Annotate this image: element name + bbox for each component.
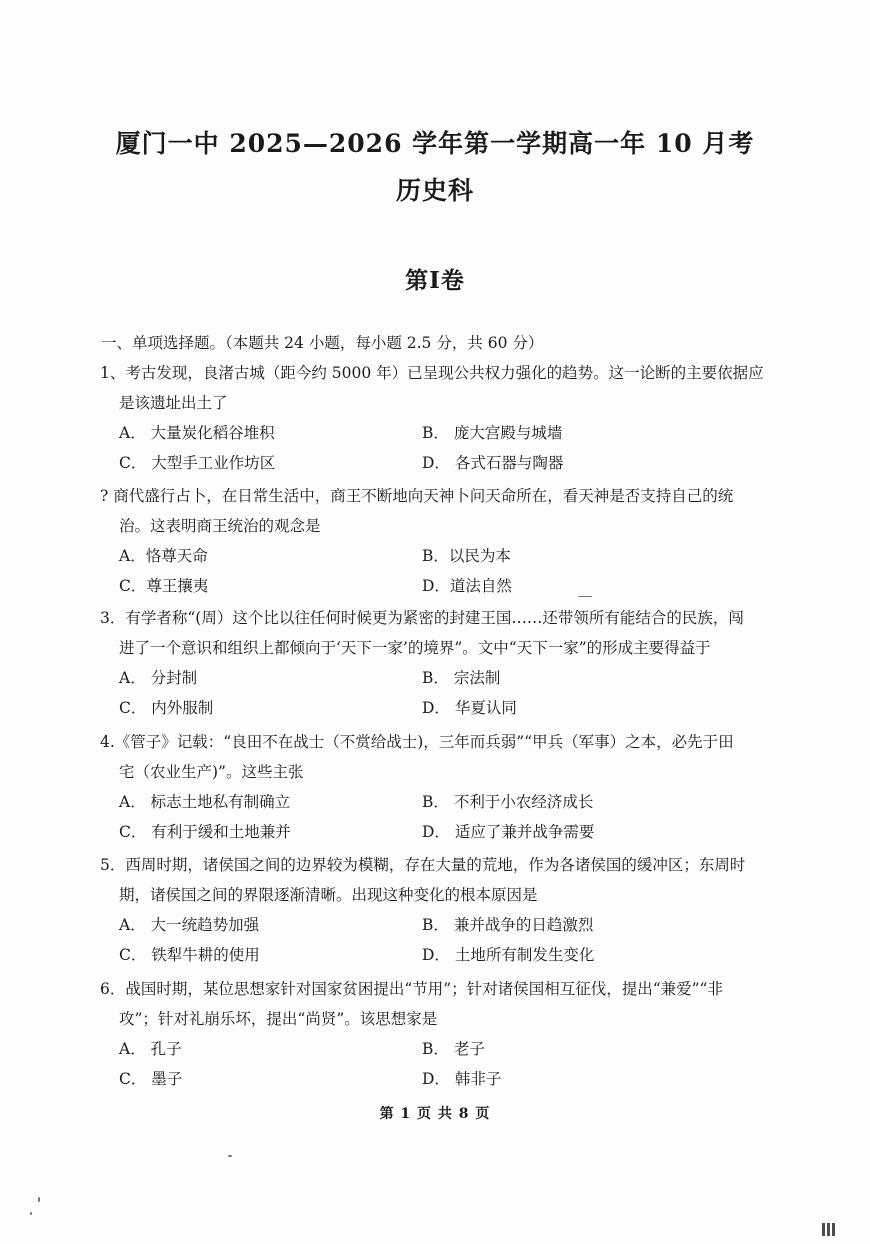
question-3-option-b: B． 宗法制 (422, 669, 501, 687)
question-2-options-row-2 (100, 571, 780, 601)
question-3-option-d: D． 华夏认同 (422, 699, 517, 717)
question-5-stem-line-1: 5．西周时期，诸侯国之间的边界较为模糊，存在大量的荒地，作为各诸侯国的缓冲区；东周时 (100, 856, 746, 874)
exam-title: 厦门一中 2025—2026 学年第一学期高一年 10 月考 (115, 129, 755, 158)
question-1-options-row-2 (100, 448, 780, 478)
exam-subject: 历史科 (395, 176, 474, 205)
question-5 (100, 850, 780, 970)
question-1 (100, 358, 780, 478)
scan-speck (30, 1212, 32, 1215)
scan-speck (228, 1155, 232, 1157)
question-5-option-c: C． 铁犁牛耕的使用 (119, 946, 260, 964)
question-3-stem-line-2: 进了一个意识和组织上都倾向于‘天下一家’的境界”。文中“天下一家”的形成主要得益于 (119, 639, 711, 657)
question-2 (100, 481, 780, 601)
question-3-options-row-2 (100, 693, 780, 723)
question-4-option-b: B． 不利于小农经济成长 (422, 793, 594, 811)
question-4-stem-line-2: 宅（农业生产)”。这些主张 (119, 763, 304, 781)
question-2-options-row-1 (100, 541, 780, 571)
question-5-option-a: A． 大一统趋势加强 (119, 916, 260, 934)
question-5-option-b: B． 兼并战争的日趋激烈 (422, 916, 594, 934)
question-6-stem-line-2: 攻”；针对礼崩乐坏，提出“尚贤”。该思想家是 (119, 1010, 438, 1028)
question-1-stem-line-2: 是该遗址出土了 (119, 394, 228, 412)
question-4-option-c: C． 有利于缓和土地兼并 (119, 823, 291, 841)
question-3-options-row-1 (100, 663, 780, 693)
question-3 (100, 603, 780, 723)
question-4-option-a: A． 标志土地私有制确立 (119, 793, 291, 811)
question-4-options-row-2 (100, 817, 780, 847)
question-2-stem-line-2: 治。这表明商王统治的观念是 (119, 517, 321, 535)
question-1-option-c: C． 大型手工业作坊区 (119, 454, 276, 472)
question-6-option-b: B． 老子 (422, 1040, 485, 1058)
question-6-option-a: A． 孔子 (119, 1040, 182, 1058)
question-3-option-c: C． 内外服制 (119, 699, 214, 717)
question-2-option-b: B．以民为本 (422, 547, 511, 565)
question-3-stem-line-1: 3．有学者称“(周）这个比以往任何时候更为紧密的封建王国……还带领所有能结合的民族，闯 (100, 609, 744, 627)
question-6-stem-line-1: 6．战国时期，某位思想家针对国家贫困提出“节用”；针对诸侯国相互征伐，提出“兼爱”“非 (100, 980, 723, 998)
question-2-stem-line-1: ? 商代盛行占卜，在日常生活中，商王不断地向天神卜问天命所在，看天神是否支持自己的统 (100, 487, 734, 505)
volume-heading: 第Ⅰ卷 (405, 267, 465, 294)
question-6-options-row-1 (100, 1034, 780, 1064)
question-2-option-d: D．道法自然 (422, 577, 512, 595)
scan-speck (578, 596, 592, 597)
qr-code-icon (822, 1223, 835, 1236)
question-5-options-row-2 (100, 940, 780, 970)
question-5-stem-line-2: 期，诸侯国之间的界限逐渐清晰。出现这种变化的根本原因是 (119, 886, 538, 904)
page-number: 第 1 页 共 8 页 (379, 1106, 491, 1122)
question-5-options-row-1 (100, 910, 780, 940)
question-2-option-a: A．恪尊天命 (119, 547, 208, 565)
question-4-stem-line-1: 4.《管子》记载：“良田不在战士（不赏给战士)，三年而兵弱”“甲兵（军事）之本，必先于田 (100, 733, 734, 751)
question-2-option-c: C．尊王攘夷 (119, 577, 209, 595)
question-6-option-d: D． 韩非子 (422, 1070, 502, 1088)
question-6-options-row-2 (100, 1064, 780, 1094)
question-6-option-c: C． 墨子 (119, 1070, 183, 1088)
scan-speck (38, 1197, 40, 1202)
section-heading: 一、单项选择题。（本题共 24 小题，每小题 2.5 分，共 60 分） (101, 334, 544, 352)
question-1-option-a: A． 大量炭化稻谷堆积 (119, 424, 275, 442)
question-4-options-row-1 (100, 787, 780, 817)
question-1-option-b: B． 庞大宫殿与城墙 (422, 424, 563, 442)
question-4-option-d: D． 适应了兼并战争需要 (422, 823, 595, 841)
question-5-option-d: D． 土地所有制发生变化 (422, 946, 595, 964)
question-1-option-d: D． 各式石器与陶器 (422, 454, 564, 472)
question-1-options-row-1 (100, 418, 780, 448)
question-6 (100, 974, 780, 1094)
question-4 (100, 727, 780, 847)
question-1-stem-line-1: 1、考古发现，良渚古城（距今约 5000 年）已呈现公共权力强化的趋势。这一论断的主要依据应 (100, 364, 764, 382)
question-3-option-a: A． 分封制 (119, 669, 198, 687)
